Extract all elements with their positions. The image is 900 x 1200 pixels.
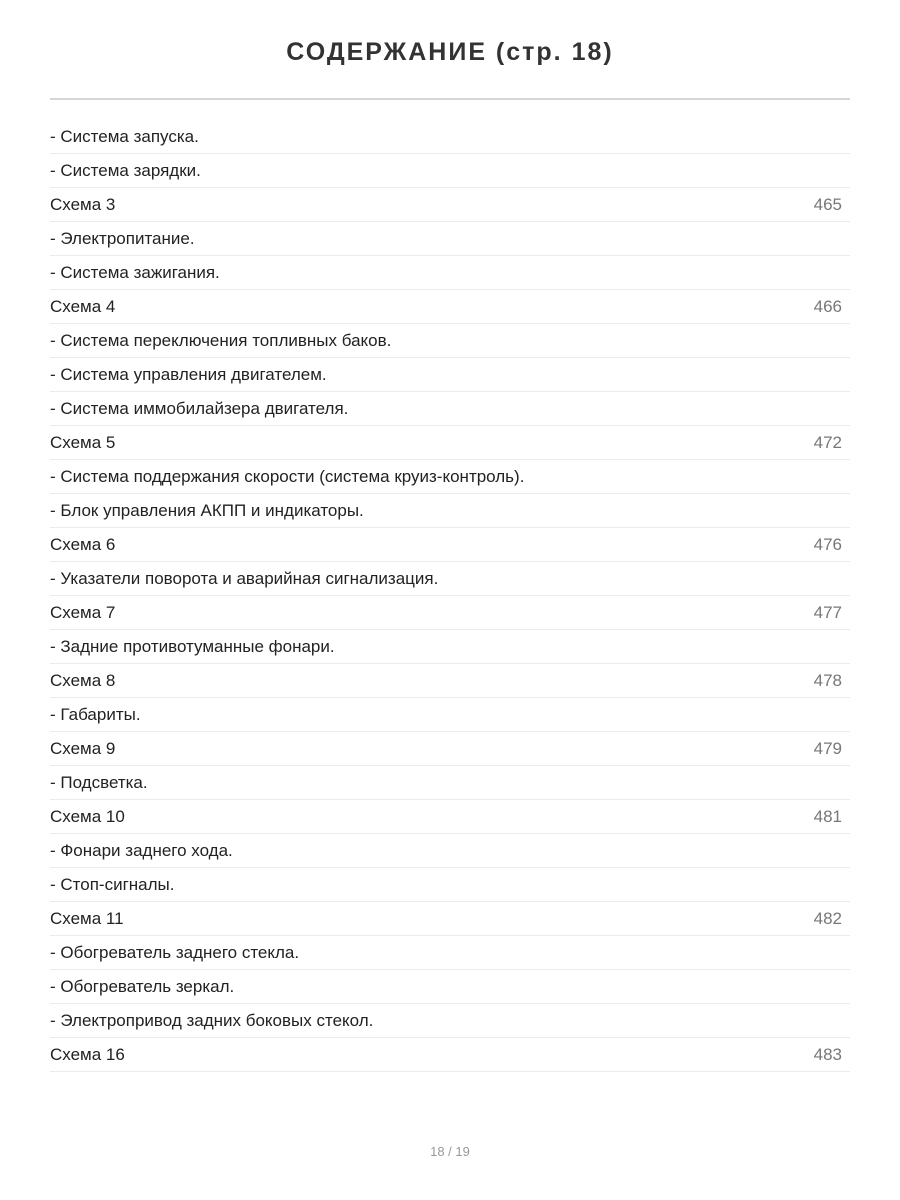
toc-page-number: 479 bbox=[813, 738, 842, 758]
toc-entry-label: - Указатели поворота и аварийная сигнализация. bbox=[50, 568, 439, 588]
toc-entry-label: - Электропитание. bbox=[50, 228, 195, 248]
toc-entry-label: - Система зарядки. bbox=[50, 160, 201, 180]
toc-entry-label: Схема 7 bbox=[50, 602, 116, 622]
toc-page-number: 476 bbox=[813, 534, 842, 554]
toc-entry-label: - Подсветка. bbox=[50, 772, 148, 792]
toc-page-number: 481 bbox=[813, 806, 842, 826]
toc-row[interactable] bbox=[50, 698, 850, 732]
toc-entry-label: - Система переключения топливных баков. bbox=[50, 330, 392, 350]
toc-entry-label: - Система иммобилайзера двигателя. bbox=[50, 398, 349, 418]
toc-row[interactable] bbox=[50, 494, 850, 528]
toc-row[interactable] bbox=[50, 766, 850, 800]
toc-row[interactable] bbox=[50, 902, 850, 936]
toc-row[interactable] bbox=[50, 528, 850, 562]
toc-list bbox=[50, 120, 850, 1072]
toc-entry-label: - Система запуска. bbox=[50, 126, 199, 146]
toc-row[interactable] bbox=[50, 188, 850, 222]
toc-entry-label: - Блок управления АКПП и индикаторы. bbox=[50, 500, 364, 520]
toc-entry-label: Схема 5 bbox=[50, 432, 116, 452]
toc-row[interactable] bbox=[50, 936, 850, 970]
toc-row[interactable] bbox=[50, 834, 850, 868]
toc-row[interactable] bbox=[50, 970, 850, 1004]
toc-page-number: 483 bbox=[813, 1044, 842, 1064]
toc-row[interactable] bbox=[50, 426, 850, 460]
toc-entry-label: - Задние противотуманные фонари. bbox=[50, 636, 335, 656]
toc-entry-label: - Система поддержания скорости (система круиз-контроль). bbox=[50, 466, 525, 486]
toc-row[interactable] bbox=[50, 392, 850, 426]
page-footer-pagination: 18 / 19 bbox=[430, 1144, 470, 1159]
toc-row[interactable] bbox=[50, 1004, 850, 1038]
toc-row[interactable] bbox=[50, 630, 850, 664]
toc-page-number: 482 bbox=[813, 908, 842, 928]
toc-row[interactable] bbox=[50, 290, 850, 324]
toc-entry-label: - Обогреватель заднего стекла. bbox=[50, 942, 300, 962]
toc-row[interactable] bbox=[50, 562, 850, 596]
toc-entry-label: Схема 9 bbox=[50, 738, 116, 758]
toc-entry-label: - Система зажигания. bbox=[50, 262, 220, 282]
toc-row[interactable] bbox=[50, 358, 850, 392]
toc-row[interactable] bbox=[50, 664, 850, 698]
toc-row[interactable] bbox=[50, 868, 850, 902]
toc-row[interactable] bbox=[50, 460, 850, 494]
toc-row[interactable] bbox=[50, 222, 850, 256]
toc-entry-label: Схема 3 bbox=[50, 194, 116, 214]
toc-row[interactable] bbox=[50, 120, 850, 154]
toc-entry-label: Схема 8 bbox=[50, 670, 116, 690]
toc-page-number: 465 bbox=[813, 194, 842, 214]
toc-row[interactable] bbox=[50, 732, 850, 766]
toc-page-number: 477 bbox=[813, 602, 842, 622]
toc-row[interactable] bbox=[50, 324, 850, 358]
toc-page-number: 478 bbox=[813, 670, 842, 690]
toc-row[interactable] bbox=[50, 800, 850, 834]
toc-row[interactable] bbox=[50, 1038, 850, 1072]
toc-entry-label: Схема 6 bbox=[50, 534, 116, 554]
toc-entry-label: - Габариты. bbox=[50, 704, 141, 724]
toc-entry-label: Схема 16 bbox=[50, 1044, 125, 1064]
toc-row[interactable] bbox=[50, 154, 850, 188]
toc-page-number: 466 bbox=[813, 296, 842, 316]
toc-entry-label: Схема 11 bbox=[50, 908, 124, 928]
toc-entry-label: - Электропривод задних боковых стекол. bbox=[50, 1010, 374, 1030]
toc-page-number: 472 bbox=[813, 432, 842, 452]
toc-entry-label: - Фонари заднего хода. bbox=[50, 840, 233, 860]
toc-row[interactable] bbox=[50, 596, 850, 630]
page-title: СОДЕРЖАНИЕ (стр. 18) bbox=[286, 38, 614, 66]
toc-entry-label: - Стоп-сигналы. bbox=[50, 874, 175, 894]
title-divider bbox=[50, 98, 850, 100]
toc-entry-label: Схема 10 bbox=[50, 806, 125, 826]
toc-entry-label: - Обогреватель зеркал. bbox=[50, 976, 235, 996]
toc-entry-label: Схема 4 bbox=[50, 296, 116, 316]
toc-entry-label: - Система управления двигателем. bbox=[50, 364, 327, 384]
toc-row[interactable] bbox=[50, 256, 850, 290]
